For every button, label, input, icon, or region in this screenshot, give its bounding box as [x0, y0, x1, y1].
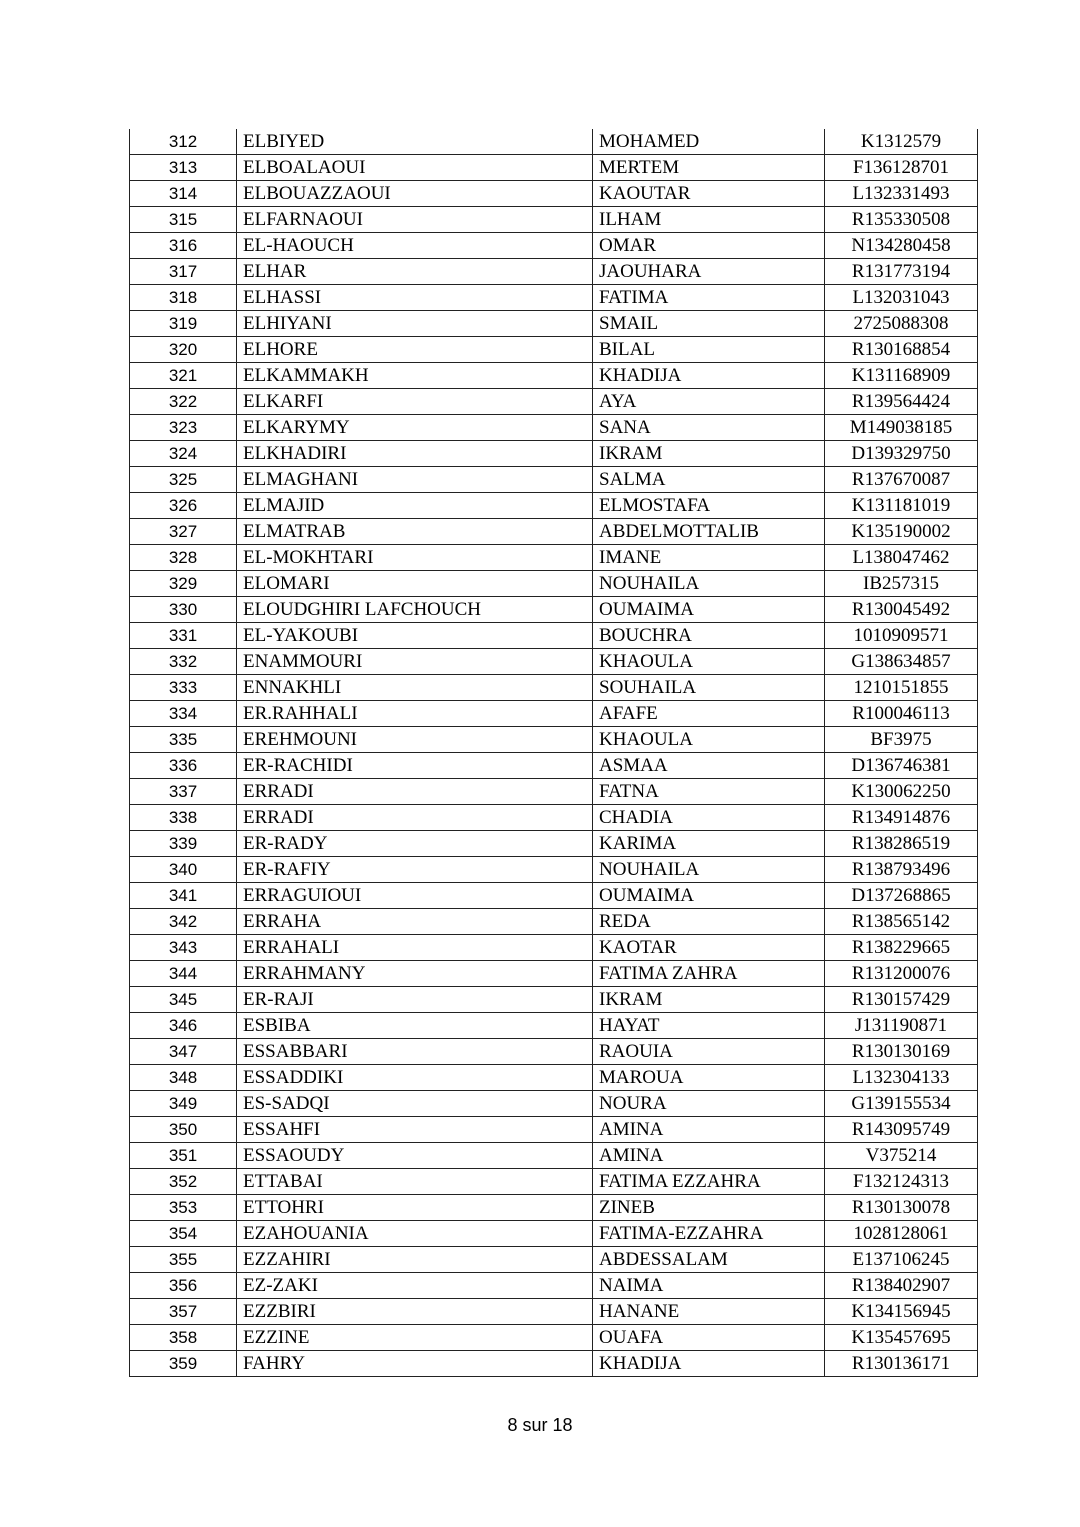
- first-name-cell: SANA: [593, 415, 825, 441]
- last-name-cell: ESBIBA: [237, 1013, 593, 1039]
- last-name-cell: ETTABAI: [237, 1169, 593, 1195]
- first-name-cell: AMINA: [593, 1143, 825, 1169]
- first-name-cell: IKRAM: [593, 987, 825, 1013]
- last-name-cell: ELBOUAZZAOUI: [237, 181, 593, 207]
- table-row: [130, 389, 978, 415]
- last-name-cell: ELOMARI: [237, 571, 593, 597]
- first-name-cell: NOUHAILA: [593, 857, 825, 883]
- row-number-cell: 317: [130, 259, 237, 285]
- table-row: [130, 1143, 978, 1169]
- row-number-cell: 357: [130, 1299, 237, 1325]
- row-number-cell: 335: [130, 727, 237, 753]
- row-number-cell: 324: [130, 441, 237, 467]
- id-number-cell: IB257315: [825, 571, 978, 597]
- table-row: [130, 623, 978, 649]
- last-name-cell: ENAMMOURI: [237, 649, 593, 675]
- id-number-cell: K134156945: [825, 1299, 978, 1325]
- row-number-cell: 322: [130, 389, 237, 415]
- last-name-cell: EZZAHIRI: [237, 1247, 593, 1273]
- last-name-cell: ESSAHFI: [237, 1117, 593, 1143]
- last-name-cell: ELHAR: [237, 259, 593, 285]
- first-name-cell: FATIMA-EZZAHRA: [593, 1221, 825, 1247]
- table-row: [130, 935, 978, 961]
- last-name-cell: EZ-ZAKI: [237, 1273, 593, 1299]
- row-number-cell: 327: [130, 519, 237, 545]
- id-number-cell: R138229665: [825, 935, 978, 961]
- row-number-cell: 353: [130, 1195, 237, 1221]
- row-number-cell: 316: [130, 233, 237, 259]
- id-number-cell: R138793496: [825, 857, 978, 883]
- id-number-cell: R143095749: [825, 1117, 978, 1143]
- row-number-cell: 330: [130, 597, 237, 623]
- row-number-cell: 356: [130, 1273, 237, 1299]
- first-name-cell: ABDELMOTTALIB: [593, 519, 825, 545]
- id-number-cell: R137670087: [825, 467, 978, 493]
- id-number-cell: K130062250: [825, 779, 978, 805]
- first-name-cell: FATIMA: [593, 285, 825, 311]
- last-name-cell: ELMAGHANI: [237, 467, 593, 493]
- last-name-cell: ELHIYANI: [237, 311, 593, 337]
- id-number-cell: M149038185: [825, 415, 978, 441]
- row-number-cell: 350: [130, 1117, 237, 1143]
- table-row: [130, 779, 978, 805]
- table-row: [130, 519, 978, 545]
- table-row: [130, 831, 978, 857]
- row-number-cell: 323: [130, 415, 237, 441]
- row-number-cell: 352: [130, 1169, 237, 1195]
- row-number-cell: 342: [130, 909, 237, 935]
- table-row: [130, 1091, 978, 1117]
- id-number-cell: K135457695: [825, 1325, 978, 1351]
- last-name-cell: FAHRY: [237, 1351, 593, 1377]
- table-row: [130, 701, 978, 727]
- id-number-cell: L132304133: [825, 1065, 978, 1091]
- row-number-cell: 333: [130, 675, 237, 701]
- first-name-cell: SALMA: [593, 467, 825, 493]
- table-row: [130, 285, 978, 311]
- id-number-cell: G138634857: [825, 649, 978, 675]
- id-number-cell: BF3975: [825, 727, 978, 753]
- id-number-cell: F132124313: [825, 1169, 978, 1195]
- first-name-cell: OUAFA: [593, 1325, 825, 1351]
- table-row: [130, 493, 978, 519]
- id-number-cell: R135330508: [825, 207, 978, 233]
- last-name-cell: ELKHADIRI: [237, 441, 593, 467]
- table-row: [130, 337, 978, 363]
- row-number-cell: 355: [130, 1247, 237, 1273]
- id-number-cell: K135190002: [825, 519, 978, 545]
- first-name-cell: OUMAIMA: [593, 883, 825, 909]
- last-name-cell: ELHORE: [237, 337, 593, 363]
- id-number-cell: R130157429: [825, 987, 978, 1013]
- first-name-cell: OUMAIMA: [593, 597, 825, 623]
- last-name-cell: EL-HAOUCH: [237, 233, 593, 259]
- first-name-cell: KAOTAR: [593, 935, 825, 961]
- first-name-cell: CHADIA: [593, 805, 825, 831]
- row-number-cell: 347: [130, 1039, 237, 1065]
- id-number-cell: R100046113: [825, 701, 978, 727]
- last-name-cell: ERRAGUIOUI: [237, 883, 593, 909]
- id-number-cell: G139155534: [825, 1091, 978, 1117]
- first-name-cell: ABDESSALAM: [593, 1247, 825, 1273]
- last-name-cell: ELBOALAOUI: [237, 155, 593, 181]
- row-number-cell: 318: [130, 285, 237, 311]
- first-name-cell: BILAL: [593, 337, 825, 363]
- id-number-cell: L132031043: [825, 285, 978, 311]
- table-row: [130, 129, 978, 155]
- last-name-cell: ER-RAJI: [237, 987, 593, 1013]
- row-number-cell: 334: [130, 701, 237, 727]
- table-row: [130, 961, 978, 987]
- row-number-cell: 345: [130, 987, 237, 1013]
- first-name-cell: FATIMA ZAHRA: [593, 961, 825, 987]
- first-name-cell: SMAIL: [593, 311, 825, 337]
- table-row: [130, 441, 978, 467]
- table-row: [130, 1351, 978, 1377]
- first-name-cell: ZINEB: [593, 1195, 825, 1221]
- id-number-cell: R131200076: [825, 961, 978, 987]
- table-row: [130, 311, 978, 337]
- last-name-cell: ESSADDIKI: [237, 1065, 593, 1091]
- first-name-cell: KHADIJA: [593, 1351, 825, 1377]
- last-name-cell: ERRADI: [237, 805, 593, 831]
- id-number-cell: R134914876: [825, 805, 978, 831]
- id-number-cell: L132331493: [825, 181, 978, 207]
- first-name-cell: RAOUIA: [593, 1039, 825, 1065]
- last-name-cell: ER-RACHIDI: [237, 753, 593, 779]
- row-number-cell: 344: [130, 961, 237, 987]
- first-name-cell: REDA: [593, 909, 825, 935]
- table-row: [130, 909, 978, 935]
- row-number-cell: 325: [130, 467, 237, 493]
- id-number-cell: F136128701: [825, 155, 978, 181]
- table-row: [130, 1039, 978, 1065]
- id-number-cell: 1010909571: [825, 623, 978, 649]
- row-number-cell: 312: [130, 129, 237, 155]
- table-row: [130, 1247, 978, 1273]
- results-table: [129, 129, 978, 1377]
- row-number-cell: 340: [130, 857, 237, 883]
- table-row: [130, 1221, 978, 1247]
- first-name-cell: NOURA: [593, 1091, 825, 1117]
- table-row: [130, 883, 978, 909]
- id-number-cell: R130136171: [825, 1351, 978, 1377]
- row-number-cell: 314: [130, 181, 237, 207]
- table-row: [130, 805, 978, 831]
- row-number-cell: 343: [130, 935, 237, 961]
- last-name-cell: ELHASSI: [237, 285, 593, 311]
- last-name-cell: ESSABBARI: [237, 1039, 593, 1065]
- row-number-cell: 332: [130, 649, 237, 675]
- first-name-cell: IKRAM: [593, 441, 825, 467]
- table-row: [130, 155, 978, 181]
- first-name-cell: ILHAM: [593, 207, 825, 233]
- last-name-cell: ENNAKHLI: [237, 675, 593, 701]
- table-row: [130, 181, 978, 207]
- table-row: [130, 1299, 978, 1325]
- last-name-cell: ELMATRAB: [237, 519, 593, 545]
- last-name-cell: ELKAMMAKH: [237, 363, 593, 389]
- id-number-cell: N134280458: [825, 233, 978, 259]
- id-number-cell: D139329750: [825, 441, 978, 467]
- last-name-cell: EL-MOKHTARI: [237, 545, 593, 571]
- row-number-cell: 315: [130, 207, 237, 233]
- id-number-cell: R138565142: [825, 909, 978, 935]
- last-name-cell: ELBIYED: [237, 129, 593, 155]
- row-number-cell: 331: [130, 623, 237, 649]
- id-number-cell: R130045492: [825, 597, 978, 623]
- table-row: [130, 753, 978, 779]
- table-row: [130, 649, 978, 675]
- row-number-cell: 351: [130, 1143, 237, 1169]
- row-number-cell: 337: [130, 779, 237, 805]
- id-number-cell: K131181019: [825, 493, 978, 519]
- id-number-cell: D137268865: [825, 883, 978, 909]
- first-name-cell: MAROUA: [593, 1065, 825, 1091]
- table-row: [130, 1325, 978, 1351]
- id-number-cell: R130168854: [825, 337, 978, 363]
- last-name-cell: ERRAHMANY: [237, 961, 593, 987]
- id-number-cell: E137106245: [825, 1247, 978, 1273]
- id-number-cell: R130130169: [825, 1039, 978, 1065]
- first-name-cell: AMINA: [593, 1117, 825, 1143]
- first-name-cell: ELMOSTAFA: [593, 493, 825, 519]
- row-number-cell: 359: [130, 1351, 237, 1377]
- last-name-cell: ERRAHALI: [237, 935, 593, 961]
- table-row: [130, 207, 978, 233]
- first-name-cell: JAOUHARA: [593, 259, 825, 285]
- results-table-body: [130, 129, 978, 1377]
- last-name-cell: EZZBIRI: [237, 1299, 593, 1325]
- row-number-cell: 348: [130, 1065, 237, 1091]
- id-number-cell: D136746381: [825, 753, 978, 779]
- row-number-cell: 326: [130, 493, 237, 519]
- row-number-cell: 339: [130, 831, 237, 857]
- row-number-cell: 341: [130, 883, 237, 909]
- last-name-cell: ELMAJID: [237, 493, 593, 519]
- id-number-cell: R138402907: [825, 1273, 978, 1299]
- last-name-cell: ERRADI: [237, 779, 593, 805]
- table-row: [130, 1273, 978, 1299]
- first-name-cell: OMAR: [593, 233, 825, 259]
- last-name-cell: ELKARYMY: [237, 415, 593, 441]
- first-name-cell: KHADIJA: [593, 363, 825, 389]
- first-name-cell: AYA: [593, 389, 825, 415]
- id-number-cell: K131168909: [825, 363, 978, 389]
- table-row: [130, 545, 978, 571]
- last-name-cell: ESSAOUDY: [237, 1143, 593, 1169]
- id-number-cell: 1028128061: [825, 1221, 978, 1247]
- table-row: [130, 259, 978, 285]
- row-number-cell: 320: [130, 337, 237, 363]
- last-name-cell: EZZINE: [237, 1325, 593, 1351]
- last-name-cell: ER.RAHHALI: [237, 701, 593, 727]
- last-name-cell: ERRAHA: [237, 909, 593, 935]
- first-name-cell: KAOUTAR: [593, 181, 825, 207]
- first-name-cell: IMANE: [593, 545, 825, 571]
- row-number-cell: 349: [130, 1091, 237, 1117]
- row-number-cell: 319: [130, 311, 237, 337]
- table-row: [130, 233, 978, 259]
- page-number: 8 sur 18: [507, 1415, 573, 1435]
- table-row: [130, 597, 978, 623]
- last-name-cell: EREHMOUNI: [237, 727, 593, 753]
- table-row: [130, 363, 978, 389]
- table-row: [130, 1117, 978, 1143]
- table-row: [130, 1195, 978, 1221]
- first-name-cell: HANANE: [593, 1299, 825, 1325]
- table-row: [130, 1169, 978, 1195]
- table-row: [130, 467, 978, 493]
- first-name-cell: SOUHAILA: [593, 675, 825, 701]
- first-name-cell: NAIMA: [593, 1273, 825, 1299]
- id-number-cell: 2725088308: [825, 311, 978, 337]
- id-number-cell: J131190871: [825, 1013, 978, 1039]
- first-name-cell: KHAOULA: [593, 649, 825, 675]
- last-name-cell: ELFARNAOUI: [237, 207, 593, 233]
- table-row: [130, 675, 978, 701]
- row-number-cell: 338: [130, 805, 237, 831]
- last-name-cell: ER-RADY: [237, 831, 593, 857]
- row-number-cell: 346: [130, 1013, 237, 1039]
- id-number-cell: R139564424: [825, 389, 978, 415]
- row-number-cell: 328: [130, 545, 237, 571]
- first-name-cell: NOUHAILA: [593, 571, 825, 597]
- first-name-cell: AFAFE: [593, 701, 825, 727]
- id-number-cell: R130130078: [825, 1195, 978, 1221]
- first-name-cell: FATIMA EZZAHRA: [593, 1169, 825, 1195]
- table-row: [130, 857, 978, 883]
- row-number-cell: 321: [130, 363, 237, 389]
- id-number-cell: K1312579: [825, 129, 978, 155]
- first-name-cell: MOHAMED: [593, 129, 825, 155]
- last-name-cell: ELOUDGHIRI LAFCHOUCH: [237, 597, 593, 623]
- table-row: [130, 1013, 978, 1039]
- row-number-cell: 354: [130, 1221, 237, 1247]
- table-row: [130, 987, 978, 1013]
- id-number-cell: V375214: [825, 1143, 978, 1169]
- last-name-cell: ELKARFI: [237, 389, 593, 415]
- id-number-cell: 1210151855: [825, 675, 978, 701]
- first-name-cell: KARIMA: [593, 831, 825, 857]
- id-number-cell: L138047462: [825, 545, 978, 571]
- table-row: [130, 571, 978, 597]
- last-name-cell: ER-RAFIY: [237, 857, 593, 883]
- id-number-cell: R131773194: [825, 259, 978, 285]
- first-name-cell: KHAOULA: [593, 727, 825, 753]
- first-name-cell: BOUCHRA: [593, 623, 825, 649]
- first-name-cell: HAYAT: [593, 1013, 825, 1039]
- row-number-cell: 336: [130, 753, 237, 779]
- last-name-cell: EL-YAKOUBI: [237, 623, 593, 649]
- last-name-cell: EZAHOUANIA: [237, 1221, 593, 1247]
- table-row: [130, 727, 978, 753]
- id-number-cell: R138286519: [825, 831, 978, 857]
- row-number-cell: 329: [130, 571, 237, 597]
- row-number-cell: 358: [130, 1325, 237, 1351]
- last-name-cell: ETTOHRI: [237, 1195, 593, 1221]
- table-row: [130, 1065, 978, 1091]
- row-number-cell: 313: [130, 155, 237, 181]
- first-name-cell: FATNA: [593, 779, 825, 805]
- table-row: [130, 415, 978, 441]
- first-name-cell: ASMAA: [593, 753, 825, 779]
- last-name-cell: ES-SADQI: [237, 1091, 593, 1117]
- first-name-cell: MERTEM: [593, 155, 825, 181]
